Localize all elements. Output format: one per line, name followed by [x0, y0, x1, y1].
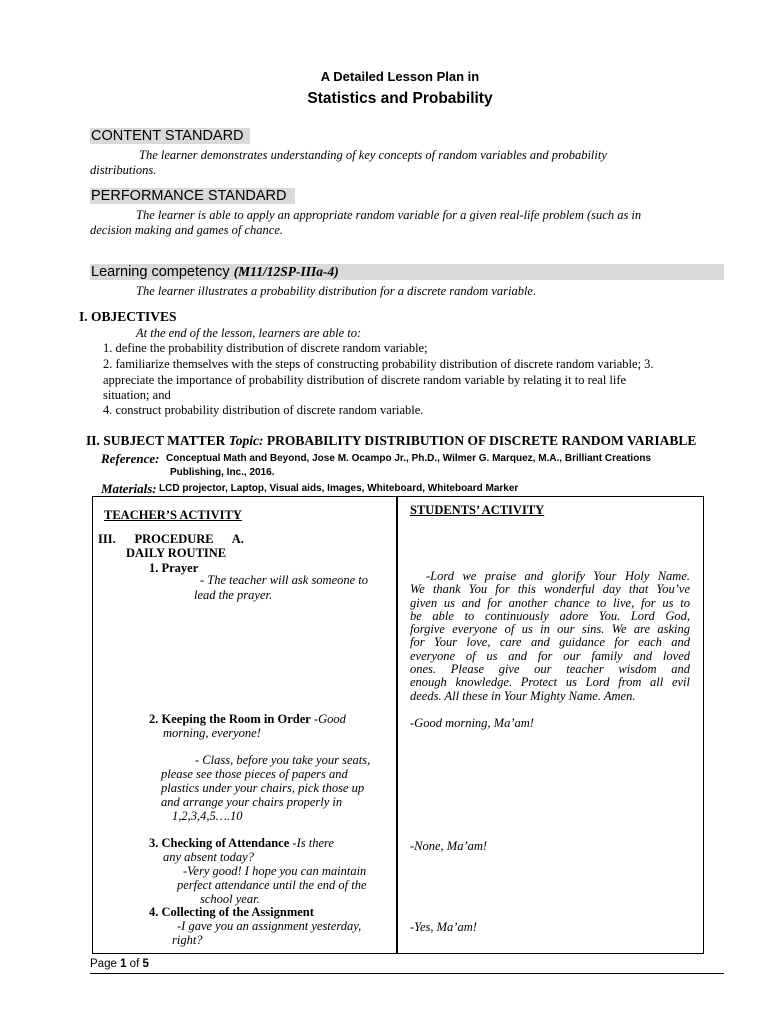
attendance-question: -Is there — [292, 836, 334, 850]
student-activity-heading-text: STUDENTS’ ACTIVITY — [410, 503, 545, 517]
objective-2: 2. familiarize themselves with the steps of constructing probability distribution of discrete random variable; 3. — [103, 357, 654, 371]
prayer-line: deeds. All these in Your Mighty Name. Amen. — [410, 688, 636, 703]
footer-rule — [90, 973, 724, 974]
prayer-line: -Lord we praise and glorify Your Holy Name. — [426, 569, 690, 583]
room-greet: -Good — [313, 712, 346, 726]
assignment-teacher-line1: -I gave you an assignment yesterday, — [177, 919, 362, 933]
reference-line1: Conceptual Math and Beyond, Jose M. Ocampo Jr., Ph.D., Wilmer G. Marquez, M.A., Brilliant Creations — [166, 453, 651, 464]
attendance-title: 3. Checking of Attendance — [149, 836, 290, 850]
teacher-activity-heading-text: TEACHER’S ACTIVITY — [104, 508, 242, 522]
doc-title-line2: Statistics and Probability — [307, 90, 493, 107]
subject-matter-heading: II. SUBJECT MATTER — [86, 433, 226, 448]
objectives-intro: At the end of the lesson, learners are able to: — [136, 326, 362, 340]
prayer-line: ones. Please give our teacher wisdom and — [410, 662, 690, 677]
content-standard-line2: distributions. — [90, 163, 157, 177]
prayer-line: forgive everyone of us in our sins. We are asking — [410, 622, 690, 637]
teacher-activity-heading — [104, 508, 242, 522]
learning-competency-text: The learner illustrates a probability distribution for a discrete random variable. — [136, 284, 537, 298]
topic-text: PROBABILITY DISTRIBUTION OF DISCRETE RANDOM VARIABLE — [266, 433, 697, 448]
subject-matter-line — [86, 433, 696, 449]
procedure-heading: III. PROCEDURE A. — [98, 532, 244, 546]
performance-standard-line1: The learner is able to apply an appropriate random variable for a given real-life problem (such as in — [136, 208, 642, 222]
room-student: -Good morning, Ma’am! — [410, 716, 534, 730]
content-standard-heading: CONTENT STANDARD — [91, 128, 244, 144]
materials-text: LCD projector, Laptop, Visual aids, Images, Whiteboard, Whiteboard Marker — [159, 483, 519, 494]
topic-label: Topic: — [228, 433, 264, 448]
attendance-question-line2: any absent today? — [163, 850, 254, 864]
reference-line2: Publishing, Inc., 2016. — [170, 467, 275, 478]
room-title: 2. Keeping the Room in Order — [149, 712, 311, 726]
learning-competency-heading — [91, 264, 339, 280]
objectives-heading: I. OBJECTIVES — [79, 309, 177, 324]
prayer-line: We thank You for this wonderful day that You’ve — [410, 582, 690, 597]
performance-standard-heading: PERFORMANCE STANDARD — [91, 188, 287, 204]
prayer-line: be able to continuously adore You. Lord God, — [410, 608, 690, 623]
prayer-line: for Your love, care and guidance for each and — [410, 635, 690, 650]
attendance-title-line — [149, 836, 334, 850]
student-activity-heading — [410, 503, 544, 517]
content-standard-line1: The learner demonstrates understanding of key concepts of random variables and probability — [139, 148, 607, 162]
materials-label: Materials: — [101, 481, 157, 496]
prayer-student — [410, 570, 690, 703]
prayer-line: everyone of us and for our family and loved — [410, 648, 690, 663]
doc-title-line1: A Detailed Lesson Plan in — [320, 69, 480, 84]
prayer-title: 1. Prayer — [149, 561, 199, 575]
objective-3b: situation; and — [103, 388, 171, 402]
objective-3: appreciate the importance of probability distribution of discrete random variable by relating it to real life — [103, 373, 627, 387]
room-teacher-line1: - Class, before you take your seats, — [195, 753, 371, 767]
room-teacher-line3: plastics under your chairs, pick those up — [161, 781, 365, 795]
page-label: Page — [90, 958, 117, 970]
learning-competency-label: Learning competency — [91, 264, 230, 280]
page-total: 5 — [142, 958, 149, 970]
performance-standard-line2: decision making and games of chance. — [90, 223, 284, 237]
attendance-teacher-line3: school year. — [200, 892, 260, 906]
page-number: 1 — [120, 958, 127, 970]
daily-routine-heading: DAILY ROUTINE — [126, 546, 227, 560]
assignment-student: -Yes, Ma’am! — [410, 920, 477, 934]
assignment-title: 4. Collecting of the Assignment — [149, 905, 314, 919]
prayer-line: given us and for another chance to live, for us to — [410, 595, 690, 610]
page-footer — [90, 957, 149, 972]
activity-table-divider — [396, 496, 398, 954]
learning-competency-code: (M11/12SP-IIIa-4) — [233, 264, 339, 279]
assignment-teacher-line2: right? — [172, 933, 203, 947]
prayer-line: enough knowledge. Protect us Lord from all evil — [410, 675, 690, 690]
reference-label: Reference: — [101, 451, 160, 466]
attendance-teacher-line1: -Very good! I hope you can maintain — [183, 864, 367, 878]
page-of-label: of — [129, 958, 140, 970]
attendance-student: -None, Ma’am! — [410, 839, 488, 853]
objective-1: 1. define the probability distribution of discrete random variable; — [103, 341, 428, 355]
room-teacher-line4: and arrange your chairs properly in — [161, 795, 343, 809]
objective-4: 4. construct probability distribution of discrete random variable. — [103, 403, 424, 417]
attendance-teacher-line2: perfect attendance until the end of the — [177, 878, 367, 892]
prayer-teacher-line1: - The teacher will ask someone to — [200, 573, 369, 587]
room-greet-line2: morning, everyone! — [163, 726, 261, 740]
prayer-teacher-line2: lead the prayer. — [194, 588, 273, 602]
room-title-line — [149, 712, 346, 726]
room-teacher-line2: please see those pieces of papers and — [161, 767, 348, 781]
room-teacher-line5: 1,2,3,4,5….10 — [172, 809, 243, 823]
